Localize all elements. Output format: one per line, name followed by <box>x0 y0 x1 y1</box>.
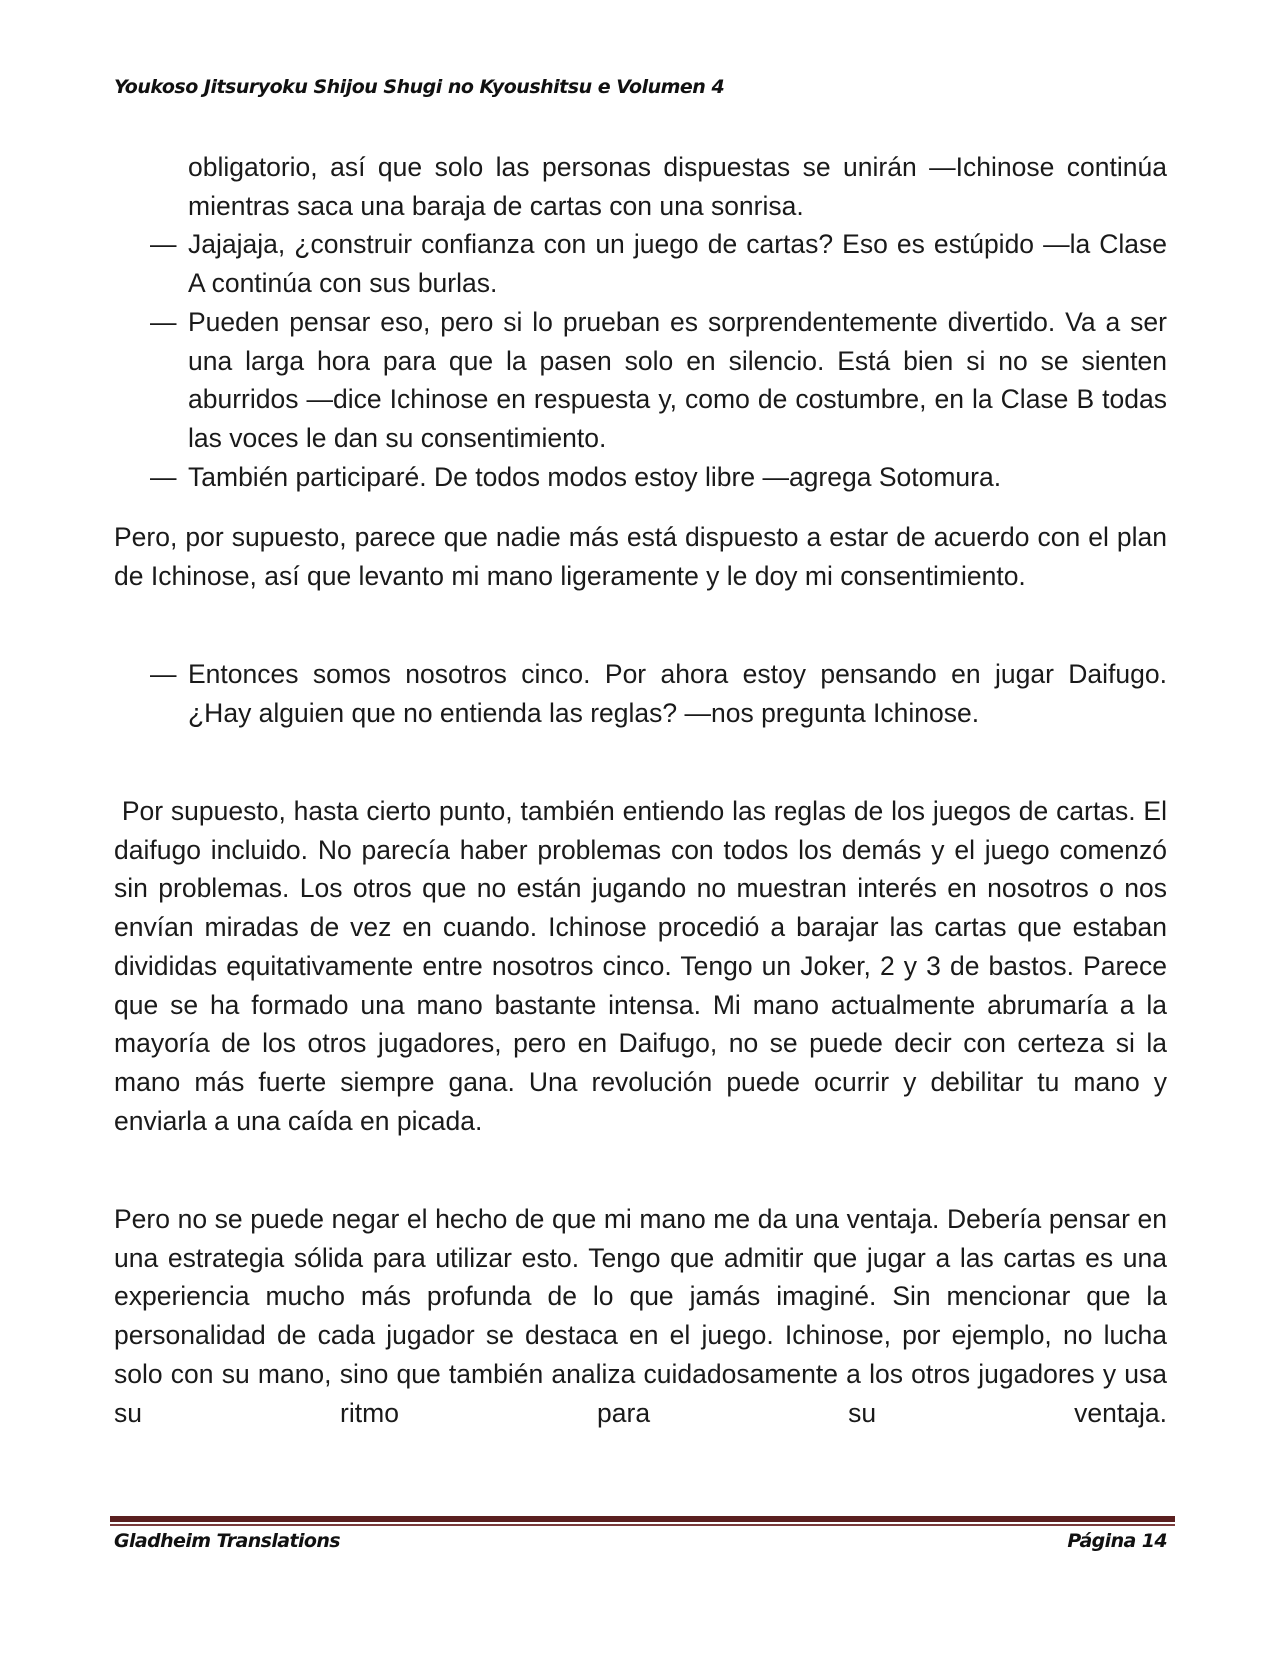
dialogue-text: Entonces somos nosotros cinco. Por ahora estoy pensando en jugar Daifugo. ¿Hay alguien que no entienda las reglas? —nos pregunta Ichinose. <box>188 659 1167 728</box>
paragraph: Pero no se puede negar el hecho de que mi mano me da una ventaja. Debería pensar en una estrategia sólida para utilizar esto. Tengo que admitir que jugar a las cartas es una experiencia mucho más profunda de lo que jamás imaginé. Sin mencionar que la personalidad de cada jugador se destaca en el juego. Ichinose, por ejemplo, no lucha solo con su mano, sino que también analiza cuidadosamente a los otros jugadores y usa su ritmo para su ventaja. <box>114 1204 1167 1428</box>
dialogue-block <box>114 655 1167 732</box>
footer-rule-thin <box>110 1524 1175 1526</box>
em-dash: — <box>150 229 177 260</box>
dialogue-line <box>114 655 1167 732</box>
continuation-text: obligatorio, así que solo las personas dispuestas se unirán —Ichinose continúa mientras saca una baraja de cartas con una sonrisa. <box>188 152 1167 221</box>
dialogue-line <box>114 303 1167 458</box>
page-number: Página 14 <box>1067 1530 1167 1552</box>
dialogue-block <box>114 148 1167 496</box>
em-dash: — <box>150 306 177 337</box>
dialogue-text: Pueden pensar eso, pero si lo prueban es sorprendentemente divertido. Va a ser una larga hora para que la pasen solo en silencio. Está bien si no se sienten aburridos —dice Ichinose en respuesta y, como de costumbre, en la Clase B todas las voces le dan su consentimiento. <box>188 306 1167 453</box>
paragraph: Pero, por supuesto, parece que nadie más está dispuesto a estar de acuerdo con el plan de Ichinose, así que levanto mi mano ligeramente y le doy mi consentimiento. <box>114 522 1167 591</box>
em-dash: — <box>150 461 177 492</box>
dialogue-text: También participaré. De todos modos estoy libre —agrega Sotomura. <box>188 461 1002 492</box>
running-header: Youkoso Jitsuryoku Shijou Shugi no Kyoushitsu e Volumen 4 <box>114 76 725 98</box>
footer-publisher: Gladheim Translations <box>114 1530 340 1552</box>
paragraph: Por supuesto, hasta cierto punto, también entiendo las reglas de los juegos de cartas. El daifugo incluido. No parecía haber problemas con todos los demás y el juego comenzó sin problemas. Los otros que no están jugando no muestran interés en nosotros o nos envían miradas de vez en cuando. Ichinose procedió a barajar las cartas que estaban divididas equitativamente entre nosotros cinco. Tengo un Joker, 2 y 3 de bastos. Parece que se ha formado una mano bastante intensa. Mi mano actualmente abrumaría a la mayoría de los otros jugadores, pero en Daifugo, no se puede decir con certeza si la mano más fuerte siempre gana. Una revolución puede ocurrir y debilitar tu mano y enviarla a una caída en picada. <box>114 796 1175 1136</box>
dialogue-text: Jajajaja, ¿construir confianza con un juego de cartas? Eso es estúpido —la Clase A continúa con sus burlas. <box>188 229 1167 299</box>
dialogue-line <box>114 225 1167 302</box>
footer-rule-thick <box>110 1516 1175 1522</box>
dialogue-line <box>114 458 1167 497</box>
em-dash: — <box>150 659 177 689</box>
